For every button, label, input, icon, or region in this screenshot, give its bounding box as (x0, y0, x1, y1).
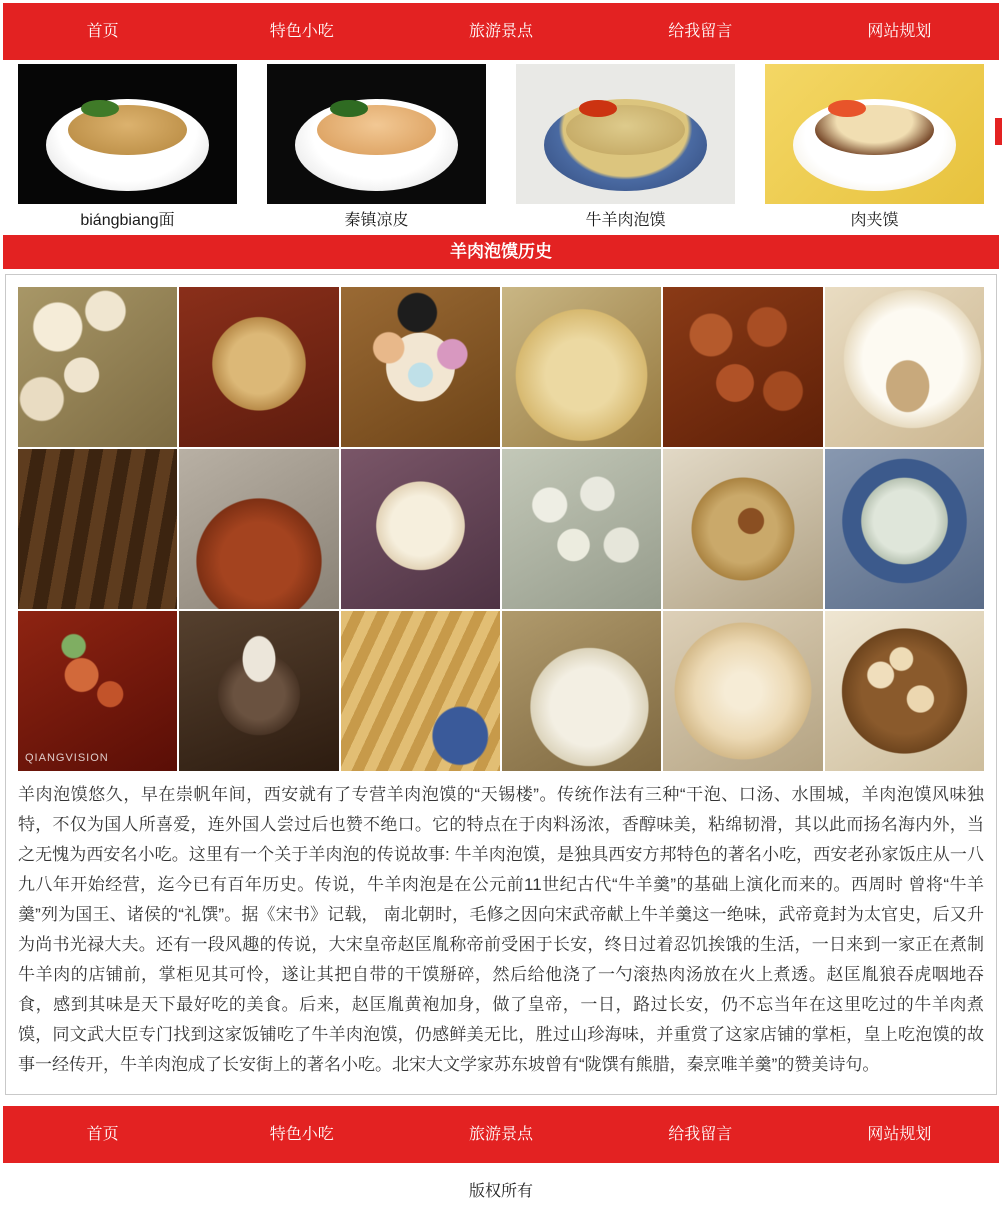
collage-cell (18, 449, 177, 609)
garnish-shape (828, 100, 865, 117)
collage-cell (179, 287, 338, 447)
collage-cell (179, 449, 338, 609)
bottom-navbar (3, 1106, 999, 1163)
food-photo[interactable] (18, 64, 237, 204)
food-photo[interactable] (516, 64, 735, 204)
collage-cell (179, 611, 338, 771)
footer-nav-item[interactable]: 给我留言 (668, 1126, 733, 1143)
food-photo[interactable] (765, 64, 984, 204)
garnish-shape (81, 100, 118, 117)
nav-item[interactable]: 特色小吃 (269, 23, 334, 40)
collage-cell (18, 287, 177, 447)
collage-cell (825, 287, 984, 447)
nav-item[interactable]: 首页 (86, 23, 119, 40)
gallery-item (750, 64, 999, 233)
nav-item[interactable]: 旅游景点 (469, 23, 534, 40)
gallery-caption: 肉夹馍 (850, 212, 899, 229)
footer-nav-item[interactable]: 特色小吃 (269, 1126, 334, 1143)
collage-cell (341, 611, 500, 771)
collage-cell (341, 449, 500, 609)
garnish-shape (330, 100, 367, 117)
food-gallery (3, 64, 999, 233)
gallery-item (3, 64, 252, 233)
page (3, 3, 999, 1229)
garnish-shape (579, 100, 616, 117)
food-collage-image (18, 287, 984, 771)
history-paragraph: 羊肉泡馍悠久，早在崇帆年间，西安就有了专营羊肉泡馍的“天锡楼”。传统作法有三种“干泡、口汤、水围城，羊肉泡馍风味独特，不仅为国人所喜爱，连外国人尝过后也赞不绝口。它的特点在于肉料汤浓，香醇味美，粘绵韧滑，其以此而扬名海内外，当之无愧为西安名小吃。这里有一个关于羊肉泡的传说故事: 牛羊肉泡馍，是独具西安方邦特色的著名小吃，西安老孙家饭庄从一八九八年开始经营，迄今已有百年历史。传说，牛羊肉泡是在公元前11世纪古代“牛羊羹”的基础上演化而来的。西周时 曾将“牛羊羹”列为国王、诸侯的“礼馔”。据《宋书》记载， 南北朝时，毛修之因向宋武帝献上牛羊羹这一绝味，武帝竟封为太官史，后又升为尚书光禄大夫。还有一段风趣的传说，大宋皇帝赵匡胤称帝前受困于长安，终日过着忍饥挨饿的生活，一日来到一家正在煮制牛羊肉的店铺前，掌柜见其可怜，遂让其把自带的干馍掰碎，然后给他浇了一勺滚热肉汤放在火上煮透。赵匡胤狼吞虎咽地吞食，感到其味是天下最好吃的美食。后来，赵匡胤黄袍加身，做了皇帝，一日，路过长安，仍不忘当年在这里吃过的牛羊肉煮馍，同文武大臣专门找到这家饭铺吃了牛羊肉泡馍，仍感鲜美无比，胜过山珍海味，并重赏了这家店铺的掌柜，皇上吃泡馍的故事一经传开，牛羊肉泡成了长安街上的著名小吃。北宋大文学家苏东坡曾有“陇馔有熊腊，秦烹唯羊羹”的赞美诗句。 (18, 785, 984, 1074)
collage-cell (663, 287, 822, 447)
collage-cell (663, 449, 822, 609)
gallery-caption: 牛羊肉泡馍 (585, 212, 666, 229)
watermark: QIANGVISION (25, 752, 109, 764)
collage-cell (825, 449, 984, 609)
content-box (5, 274, 997, 1095)
footer-nav-item[interactable]: 旅游景点 (469, 1126, 534, 1143)
collage-cell (825, 611, 984, 771)
section-title: 羊肉泡馍历史 (450, 242, 552, 261)
collage-cell (663, 611, 822, 771)
footer-nav-item[interactable]: 首页 (86, 1126, 119, 1143)
collage-cell (18, 611, 177, 771)
nav-item[interactable]: 给我留言 (668, 23, 733, 40)
collage-cell (502, 611, 661, 771)
copyright: 版权所有 (468, 1183, 533, 1200)
collage-cell (341, 287, 500, 447)
gallery-caption: 秦镇凉皮 (344, 212, 409, 229)
collage-cell (502, 449, 661, 609)
collage-cell (502, 287, 661, 447)
section-title-banner (3, 235, 999, 269)
gallery-caption: biángbiang面 (80, 212, 175, 229)
gallery-item (252, 64, 501, 233)
top-navbar (3, 3, 999, 60)
scrollbar-thumb[interactable] (995, 118, 1002, 145)
nav-item[interactable]: 网站规划 (867, 23, 932, 40)
footer-nav-item[interactable]: 网站规划 (867, 1126, 932, 1143)
food-photo[interactable] (267, 64, 486, 204)
gallery-item (501, 64, 750, 233)
